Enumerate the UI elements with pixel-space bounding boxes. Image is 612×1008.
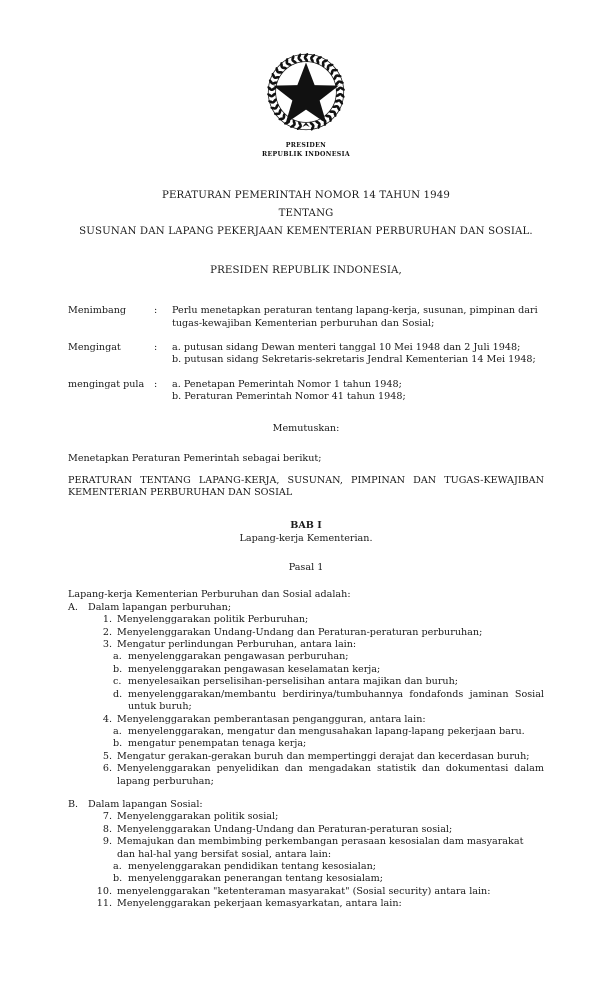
list-subitem-marker: d. [113, 688, 123, 700]
title-tentang: TENTANG [278, 208, 334, 220]
section-title: Dalam lapangan perburuhan; [88, 601, 232, 613]
list-item-marker: 7. [102, 811, 112, 823]
section-b [68, 799, 544, 811]
list-item-marker: 4. [102, 713, 112, 725]
emblem-caption-line2: REPUBLIK INDONESIA [261, 150, 351, 158]
consideration-row [68, 305, 544, 330]
consideration-colon: : [154, 378, 158, 390]
list-item [68, 639, 544, 651]
list-subitem [68, 861, 544, 873]
consideration-line: a. Penetapan Pemerintah Nomor 1 tahun 1948; [172, 378, 402, 390]
section-marker: A. [68, 601, 78, 613]
title-subject: SUSUNAN DAN LAPANG PEKERJAAN KEMENTERIAN PERBURUHAN DAN SOSIAL. [79, 226, 533, 238]
consideration-row [68, 342, 544, 367]
decree-title: PERATURAN TENTANG LAPANG-KERJA, SUSUNAN, PIMPINAN DAN TUGAS-KEWAJIBAN KEMENTERIAN PERBURUHAN DAN SOSIAL [68, 474, 544, 499]
list-item-text: Menyelenggarakan pemberantasan pengangguran, antara lain: [117, 713, 426, 725]
list-subitem [68, 726, 544, 738]
list-subitem-text: mengatur penempatan tenaga kerja; [128, 738, 307, 750]
list-subitem [68, 873, 544, 885]
article-heading: Pasal 1 [288, 562, 324, 574]
section-marker: B. [68, 798, 79, 810]
list-item-text: Mengatur perlindungan Perburuhan, antara lain: [117, 639, 357, 651]
list-subitem-text: menyelenggarakan pengawasan perburuhan; [128, 651, 349, 663]
list-item [68, 898, 544, 910]
emblem-header [68, 0, 544, 159]
list-item-marker: 6. [102, 763, 112, 775]
list-item-marker: 8. [102, 823, 112, 835]
consideration-label: Menimbang [68, 305, 127, 317]
list-item [68, 627, 544, 639]
consideration-label: Mengingat [68, 342, 121, 353]
list-subitem-text: menyelenggarakan penerangan tentang kesosialam; [128, 873, 383, 885]
list-item-marker: 3. [102, 639, 112, 651]
list-item-marker: 11. [96, 898, 112, 910]
list-item-marker: 2. [102, 626, 112, 638]
chapter-number: BAB I [290, 520, 322, 532]
list-item-text: Memajukan dan membimbing perkembangan perasaan kesosialan dam masyarakat dan hal-hal yang bersifat sosial, antara lain: [117, 836, 524, 860]
title-regulation-number: PERATURAN PEMERINTAH NOMOR 14 TAHUN 1949 [161, 190, 451, 202]
body-lead: Lapang-kerja Kementerian Perburuhan dan Sosial adalah: [68, 589, 351, 601]
list-item [68, 751, 544, 763]
emblem-caption-line1: PRESIDEN [285, 142, 327, 149]
list-subitem-marker: b. [113, 738, 123, 750]
list-item [68, 824, 544, 836]
section-gap [68, 788, 544, 799]
list-item [68, 714, 544, 726]
decision-establishing-text: Menetapkan Peraturan Pemerintah sebagai berikut; [68, 452, 322, 464]
list-subitem [68, 676, 544, 688]
list-subitem-marker: b. [113, 663, 123, 675]
list-item-text: Menyelenggarakan pekerjaan kemasyarkatan, antara lain: [117, 898, 402, 910]
section-title: Dalam lapangan Sosial: [88, 798, 203, 810]
consideration-row [68, 379, 544, 404]
list-item-marker: 1. [102, 614, 112, 626]
list-subitem [68, 738, 544, 750]
issuing-authority: PRESIDEN REPUBLIK INDONESIA, [210, 265, 402, 277]
list-subitem-marker: a. [113, 860, 122, 872]
list-item-text: Menyelenggarakan Undang-Undang dan Peraturan-peraturan sosial; [117, 823, 453, 835]
section-a [68, 602, 544, 614]
list-item-text: Mengatur gerakan-gerakan buruh dan mempertinggi derajat dan kecerdasan buruh; [117, 750, 530, 762]
list-item-text: Menyelenggarakan penyelidikan dan mengadakan statistik dan dokumentasi dalam lapang perburuhan; [117, 763, 544, 787]
list-item-marker: 5. [102, 750, 112, 762]
list-item-text: Menyelenggarakan politik sosial; [117, 811, 279, 823]
decision-heading: Memutuskan: [272, 422, 340, 434]
considerations-block [68, 305, 544, 403]
list-item-marker: 10. [96, 885, 112, 897]
list-subitem [68, 651, 544, 663]
list-item [68, 836, 544, 861]
list-subitem-marker: c. [113, 676, 122, 688]
consideration-line: a. putusan sidang Dewan menteri tanggal 10 Mei 1948 dan 2 Juli 1948; [172, 342, 521, 353]
list-subitem-text: menyelenggarakan/membantu berdirinya/tumbuhannya fondafonds jaminan Sosial untuk buruh; [128, 688, 544, 713]
list-subitem-text: menyelenggarakan pengawasan keselamatan kerja; [128, 663, 381, 675]
list-item-text: Menyelenggarakan Undang-Undang dan Peraturan-peraturan perburuhan; [117, 626, 483, 638]
garuda-star-wreath-icon [260, 46, 352, 138]
consideration-body [172, 342, 544, 367]
consideration-label: mengingat pula [68, 378, 145, 390]
list-item-text: Menyelenggarakan politik Perburuhan; [117, 614, 309, 626]
list-subitem-text: menyelenggarakan, mengatur dan mengusahakan lapang-lapang pekerjaan baru. [128, 725, 525, 737]
list-subitem-marker: a. [113, 725, 122, 737]
list-subitem-marker: a. [113, 651, 122, 663]
list-subitem-text: menyelesaikan perselisihan-perselisihan antara majikan dan buruh; [128, 676, 459, 688]
chapter-heading [68, 519, 544, 545]
list-item-marker: 9. [102, 836, 112, 848]
chapter-title: Lapang-kerja Kementerian. [239, 533, 373, 545]
list-item-text: menyelenggarakan "ketenteraman masyarakat" (Sosial security) antara lain: [117, 885, 491, 897]
consideration-colon: : [154, 342, 158, 353]
list-item [68, 811, 544, 823]
list-item [68, 886, 544, 898]
consideration-line: b. Peraturan Pemerintah Nomor 41 tahun 1948; [172, 391, 406, 403]
list-subitem [68, 689, 544, 714]
list-subitem-marker: b. [113, 873, 123, 885]
consideration-line: b. putusan sidang Sekretaris-sekretaris Jendral Kementerian 14 Mei 1948; [172, 354, 536, 366]
consideration-body [172, 379, 544, 404]
consideration-line: Perlu menetapkan peraturan tentang lapang-kerja, susunan, pimpinan dari tugas-kewajiban Kementerian perburuhan dan Sosial; [172, 305, 538, 329]
article-body [68, 589, 544, 910]
emblem-caption [68, 142, 544, 159]
consideration-body [172, 305, 544, 330]
list-subitem-text: menyelenggarakan pendidikan tentang kesosialan; [128, 860, 376, 872]
list-item [68, 763, 544, 788]
list-item [68, 614, 544, 626]
list-subitem [68, 664, 544, 676]
consideration-colon: : [154, 305, 158, 317]
document-title [68, 187, 544, 241]
